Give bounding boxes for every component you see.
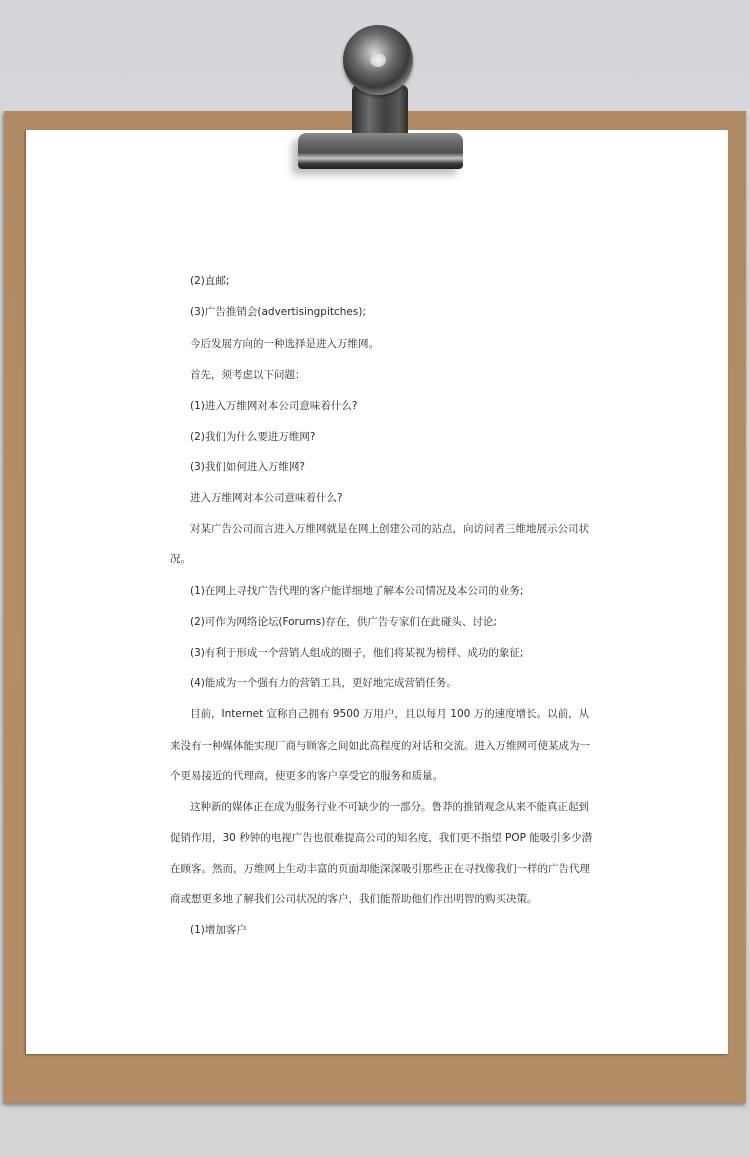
- text-line: 促销作用，30 秒钟的电视广告也很难提高公司的知名度，我们更不指望 POP 能吸引多少潜: [170, 832, 593, 844]
- clip-base: [298, 133, 463, 169]
- text-line: 况。: [170, 553, 191, 565]
- text-line: (3)我们如何进入万维网?: [190, 461, 305, 473]
- text-line: 目前，Internet 宣称自己拥有 9500 万用户，且以每月 100 万的速度增长。以前，从: [190, 708, 590, 720]
- text-line: (3)广告推销会(advertisingpitches);: [190, 306, 366, 318]
- text-line: 商或想更多地了解我们公司状况的客户，我们能帮助他们作出明智的购买决策。: [170, 893, 538, 905]
- text-line: (3)有利于形成一个营销人组成的圈子，他们将某视为榜样、成功的象征;: [190, 647, 524, 659]
- text-line: 个更易接近的代理商，使更多的客户享受它的服务和质量。: [170, 770, 443, 782]
- text-line: 来没有一种媒体能实现厂商与顾客之间如此高程度的对话和交流。进入万维网可使某成为一: [170, 740, 590, 752]
- text-line: 今后发展方向的一种选择是进入万维网。: [190, 338, 379, 350]
- text-line: (4)能成为一个强有力的营销工具，更好地完成营销任务。: [190, 677, 457, 689]
- text-line: (1)增加客户: [190, 924, 247, 936]
- text-line: (2)直邮;: [190, 275, 230, 287]
- text-line: 首先，须考虑以下问题：: [190, 369, 306, 381]
- text-line: (2)我们为什么要进万维网?: [190, 431, 316, 443]
- text-line: (1)在网上寻找广告代理的客户能详细地了解本公司情况及本公司的业务;: [190, 585, 524, 597]
- text-line: 这种新的媒体正在成为服务行业不可缺少的一部分。鲁莽的推销观念从来不能真正起到: [190, 801, 589, 813]
- text-line: (2)可作为网络论坛(Forums)存在，供广告专家们在此碰头、讨论;: [190, 616, 497, 628]
- text-line: 对某广告公司而言进入万维网就是在网上创建公司的站点，向访问者三维地展示公司状: [190, 523, 589, 535]
- clip-hole: [370, 53, 386, 67]
- text-line: (1)进入万维网对本公司意味着什么?: [190, 400, 358, 412]
- text-line: 进入万维网对本公司意味着什么?: [190, 492, 343, 504]
- text-line: 在顾客。然而，万维网上生动丰富的页面却能深深吸引那些正在寻找像我们一样的广告代理: [170, 863, 590, 875]
